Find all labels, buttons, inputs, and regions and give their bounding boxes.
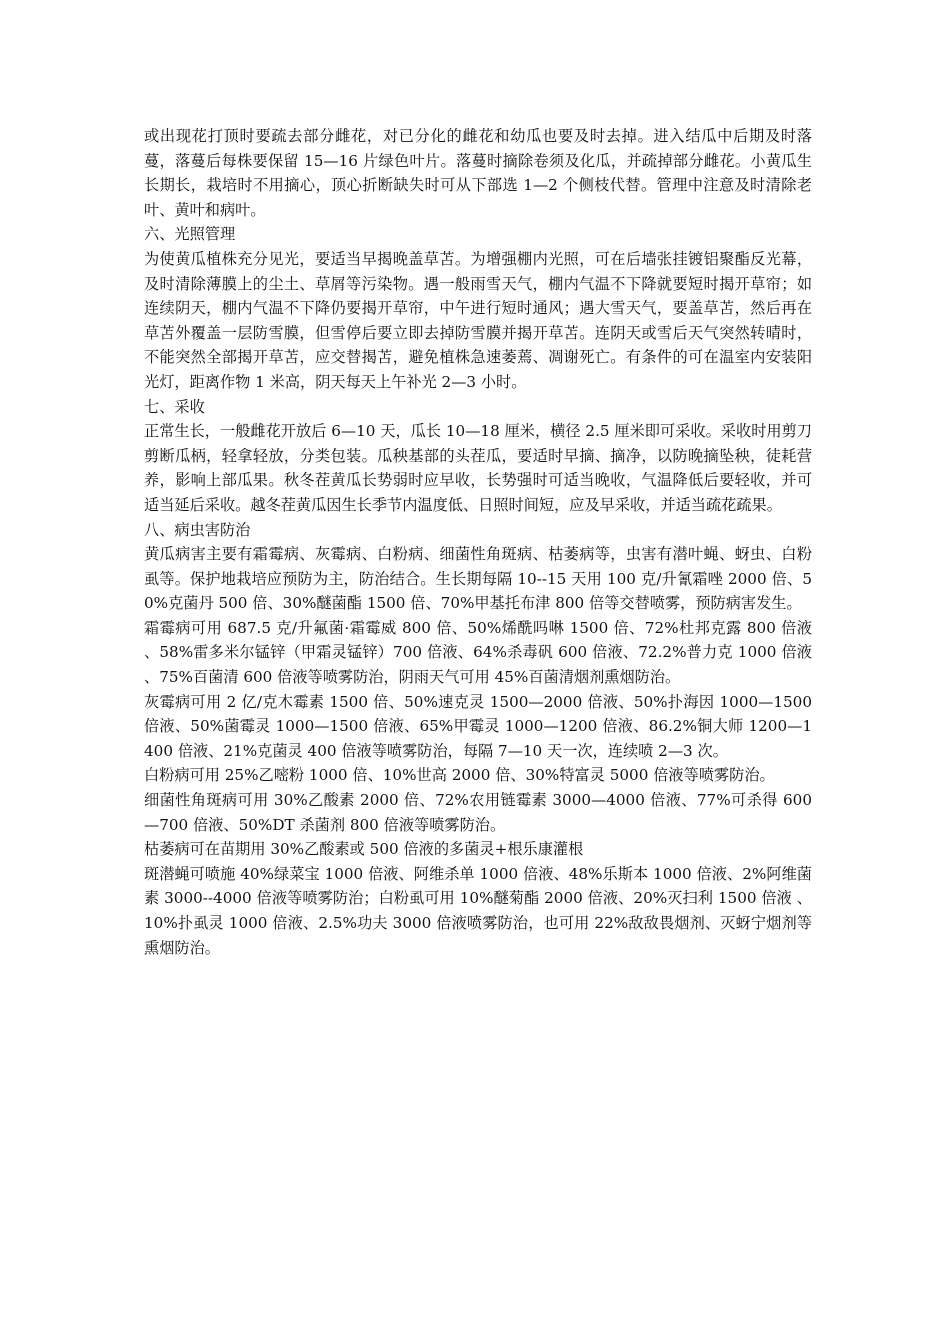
document-page xyxy=(144,124,812,960)
paragraph-powdery-mildew: 白粉病可用 25%乙嘧粉 1000 倍、10%世高 2000 倍、30%特富灵 5000 倍液等喷雾防治。 xyxy=(144,766,775,785)
paragraph-leafminer-whitefly: 斑潜蝇可喷施 40%绿菜宝 1000 倍液、阿维杀单 1000 倍液、48%乐斯本 1000 倍液、2%阿维菌素 3000--4000 倍液等喷雾防治；白粉虱可用 10%醚菊酯 2000 倍液、20%灭扫利 1500 倍液 、10%扑虱灵 1000 倍液、2.5%功夫 3000 倍液喷雾防治，也可用 22%敌敌畏烟剂、灭蚜宁烟剂等熏烟防治。 xyxy=(144,864,812,957)
paragraph-gray-mold: 灰霉病可用 2 亿/克木霉素 1500 倍、50%速克灵 1500—2000 倍液、50%扑海因 1000—1500 倍液、50%菌霉灵 1000—1500 倍液、65%甲霉灵 1000—1200 倍液、86.2%铜大师 1200—1400 倍液、21%克菌灵 400 倍液等喷雾防治，每隔 7—10 天一次，连续喷 2—3 次。 xyxy=(144,692,812,760)
paragraph-angular-leaf-spot: 细菌性角斑病可用 30%乙酸素 2000 倍、72%农用链霉素 3000—4000 倍液、77%可杀得 600—700 倍液、50%DT 杀菌剂 800 倍液等喷雾防治。 xyxy=(144,791,812,834)
heading-light-management: 六、光照管理 xyxy=(144,225,236,244)
paragraph-pruning: 或出现花打顶时要疏去部分雌花，对已分化的雌花和幼瓜也要及时去掉。进入结瓜中后期及时落蔓，落蔓后每株要保留 15—16 片绿色叶片。落蔓时摘除卷须及化瓜，并疏掉部分雌花。小黄瓜生长期长，栽培时不用摘心，顶心折断缺失时可从下部选 1—2 个侧枝代替。管理中注意及时清除老叶、黄叶和病叶。 xyxy=(144,127,812,219)
paragraph-downy-mildew: 霜霉病可用 687.5 克/升氟菌·霜霉威 800 倍、50%烯酰吗啉 1500 倍、72%杜邦克露 800 倍液 、58%雷多米尔锰锌（甲霜灵锰锌）700 倍液、64%杀毒矾 600 倍液、72.2%普力克 1000 倍液 、75%百菌清 600 倍液等喷雾防治，阴雨天气可用 45%百菌清烟剂熏烟防治。 xyxy=(144,618,812,687)
paragraph-pest-overview: 黄瓜病害主要有霜霉病、灰霉病、白粉病、细菌性角斑病、枯萎病等，虫害有潜叶蝇、蚜虫、白粉虱等。保护地栽培应预防为主，防治结合。生长期每隔 10--15 天用 100 克/升氰霜唑 2000 倍、50%克菌丹 500 倍、30%醚菌酯 1500 倍、70%甲基托布津 800 倍等交替喷雾，预防病害发生。 xyxy=(144,545,812,613)
heading-harvest: 七、采收 xyxy=(144,397,205,416)
paragraph-light-management: 为使黄瓜植株充分见光，要适当早揭晚盖草苫。为增强棚内光照，可在后墙张挂镀铝聚酯反光幕，及时清除薄膜上的尘土、草屑等污染物。遇一般雨雪天气，棚内气温不下降就要短时揭开草帘；如连续阴天，棚内气温不下降仍要揭开草帘，中午进行短时通风；遇大雪天气，要盖草苫，然后再在草苫外覆盖一层防雪膜，但雪停后要立即去掉防雪膜并揭开草苫。连阴天或雪后天气突然转晴时，不能突然全部揭开草苫，应交替揭苫，避免植株急速萎蔫、凋谢死亡。有条件的可在温室内安装阳光灯，距离作物 1 米高，阴天每天上午补光 2—3 小时。 xyxy=(144,249,812,391)
paragraph-fusarium-wilt: 枯萎病可在苗期用 30%乙酸素或 500 倍液的多菌灵+根乐康灌根 xyxy=(144,840,584,859)
heading-pest-control: 八、病虫害防治 xyxy=(144,520,251,539)
paragraph-harvest: 正常生长，一般雌花开放后 6—10 天，瓜长 10—18 厘米，横径 2.5 厘米即可采收。采收时用剪刀剪断瓜柄，轻拿轻放，分类包装。瓜秧基部的头茬瓜，要适时早摘、摘净，以防晚摘坠秧，徒耗营养，影响上部瓜果。秋冬茬黄瓜长势弱时应早收，长势强时可适当晚收，气温降低后要轻收，并可适当延后采收。越冬茬黄瓜因生长季节内温度低、日照时间短，应及早采收，并适当疏花疏果。 xyxy=(144,422,812,514)
